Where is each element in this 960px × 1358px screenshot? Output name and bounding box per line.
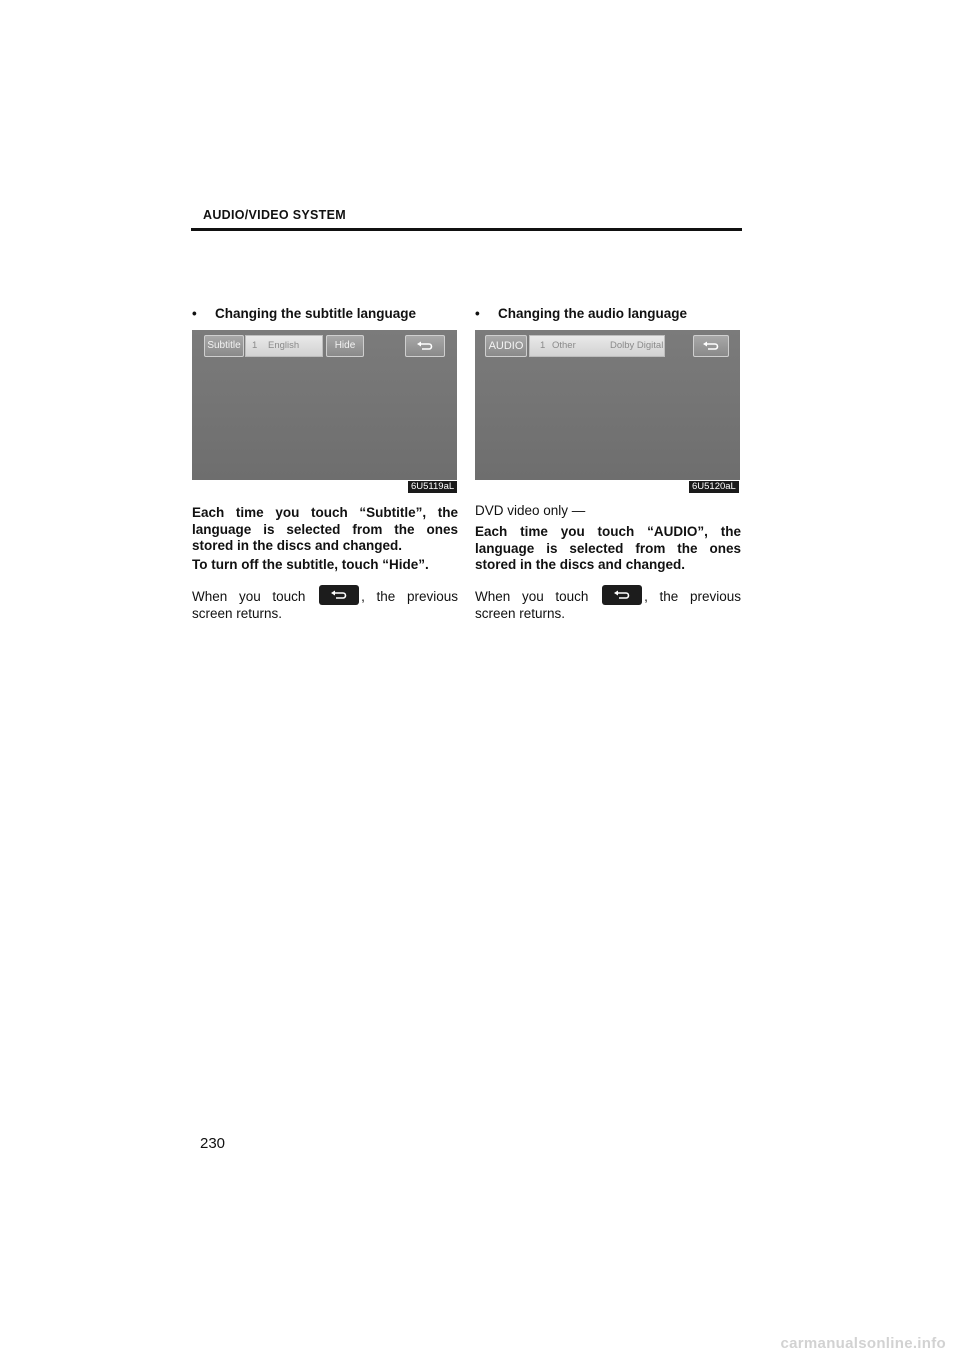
return-arrow-icon (416, 341, 434, 351)
audio-instruction: Each time you touch “AUDIO”, the language is selected from the ones stored in the discs and changed. (475, 524, 741, 572)
audio-heading (475, 306, 741, 321)
field-value: Dolby Digital (610, 340, 664, 351)
back-button-inline (319, 585, 359, 605)
back-button-inline (602, 585, 642, 605)
dvd-only-note: DVD video only — (475, 503, 586, 518)
subtitle-button[interactable]: Subtitle (204, 335, 244, 357)
hide-button[interactable]: Hide (326, 335, 364, 357)
heading-bullet: • (192, 306, 197, 321)
return-arrow-icon (702, 341, 720, 351)
return-arrow-icon (330, 590, 348, 600)
header-rule (191, 228, 742, 231)
image-code: 6U5120aL (689, 481, 739, 493)
audio-language-field (529, 335, 665, 357)
back-button[interactable] (693, 335, 729, 357)
heading-bullet: • (475, 306, 480, 321)
back-button[interactable] (405, 335, 445, 357)
page-number: 230 (200, 1135, 226, 1152)
field-number: 1 (252, 340, 258, 351)
return-arrow-icon (613, 590, 631, 600)
image-code: 6U5119aL (408, 481, 457, 493)
section-title: AUDIO/VIDEO SYSTEM (203, 208, 346, 222)
audio-screen-illustration (475, 330, 740, 480)
field-language: Other (552, 340, 576, 351)
back-text-before: When you touch (475, 589, 589, 604)
back-text-before: When you touch (192, 589, 306, 604)
heading-text: Changing the subtitle language (215, 306, 417, 321)
subtitle-screen-illustration (192, 330, 457, 480)
heading-text: Changing the audio language (498, 306, 687, 321)
watermark-text: carmanualsonline.info (780, 1335, 946, 1352)
subtitle-instruction: Each time you touch “Subtitle”, the language is selected from the ones stored in the discs and changed. (192, 505, 458, 553)
subtitle-heading (192, 306, 458, 321)
back-instruction (475, 585, 741, 622)
subtitle-language-field (245, 335, 323, 357)
field-value: English (268, 340, 300, 351)
hide-instruction: To turn off the subtitle, touch “Hide”. (192, 557, 429, 572)
audio-button[interactable]: AUDIO (485, 335, 527, 357)
back-instruction (192, 585, 458, 622)
field-number: 1 (540, 340, 546, 351)
back-text-after: , the previous screen returns. (475, 589, 742, 621)
back-text-after: , the previous screen returns. (192, 589, 459, 621)
